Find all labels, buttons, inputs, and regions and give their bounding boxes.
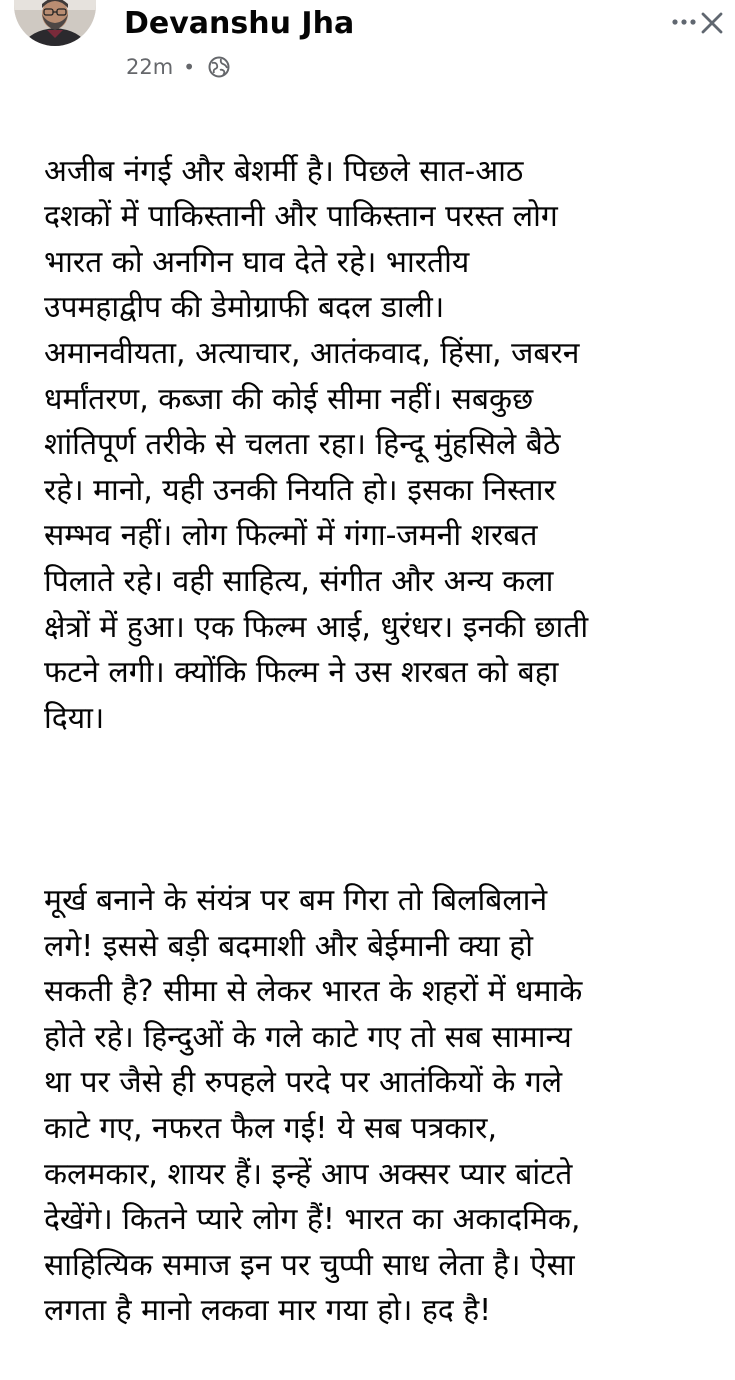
more-options-icon — [672, 10, 696, 34]
meta-separator: • — [183, 55, 195, 79]
post-paragraph-1: अजीब नंगई और बेशर्मी है। पिछले सात-आठ दशकों में पाकिस्तानी और पाकिस्तान परस्त लोग भारत को अनगिन घाव देते रहे। भारतीय उपमहाद्वीप की डेमोग्राफी बदल डाली। अमानवीयता, अत्याचार, आतंकवाद, हिंसा, जबरन धर्मांतरण, कब्जा की कोई सीमा नहीं। सबकुछ शांतिपूर्ण तरीके से चलता रहा। हिन्दू मुंहसिले बैठे रहे। मानो, यही उनकी नियति हो। इसका निस्तार सम्भव नहीं। लोग फिल्मों में गंगा-जमनी शरबत पिलाते रहे। वही साहित्य, संगीत और अन्य कला क्षेत्रों में हुआ। एक फिल्म आई, धुरंधर। इनकी छाती फटने लगी। क्योंकि फिल्म ने उस शरबत को बहा दिया। — [44, 153, 589, 736]
avatar[interactable] — [14, 0, 96, 46]
post-paragraph-2: मूर्ख बनाने के संयंत्र पर बम गिरा तो बिलबिलाने लगे! इससे बड़ी बदमाशी और बेईमानी क्या हो सकती है? सीमा से लेकर भारत के शहरों में धमाके होते रहे। हिन्दुओं के गले काटे गए तो सब सामान्य था पर जैसे ही रुपहले परदे पर आतंकियों के गले काटे गए, नफरत फैल गई! ये सब पत्रकार, कलमकार, शायर हैं। इन्हें आप अक्सर प्यार बांटते देखेंगे। कितने प्यारे लोग हैं! भारत का अकादमिक, साहित्यिक समाज इन पर चुप्पी साध लेता है। ऐसा लगता है मानो लकवा मार गया हो। हद है! — [44, 883, 583, 1329]
post-header — [0, 0, 735, 90]
post-timestamp[interactable]: 22m — [126, 55, 174, 79]
globe-icon[interactable] — [207, 55, 231, 79]
paragraph-spacer — [44, 787, 716, 833]
profile-photo — [14, 0, 96, 46]
post-text — [44, 103, 716, 1380]
author-name[interactable]: Devanshu Jha — [124, 6, 355, 41]
close-button[interactable] — [699, 10, 725, 36]
post-meta — [126, 52, 231, 82]
more-options-button[interactable] — [672, 10, 696, 34]
close-icon — [699, 10, 725, 36]
